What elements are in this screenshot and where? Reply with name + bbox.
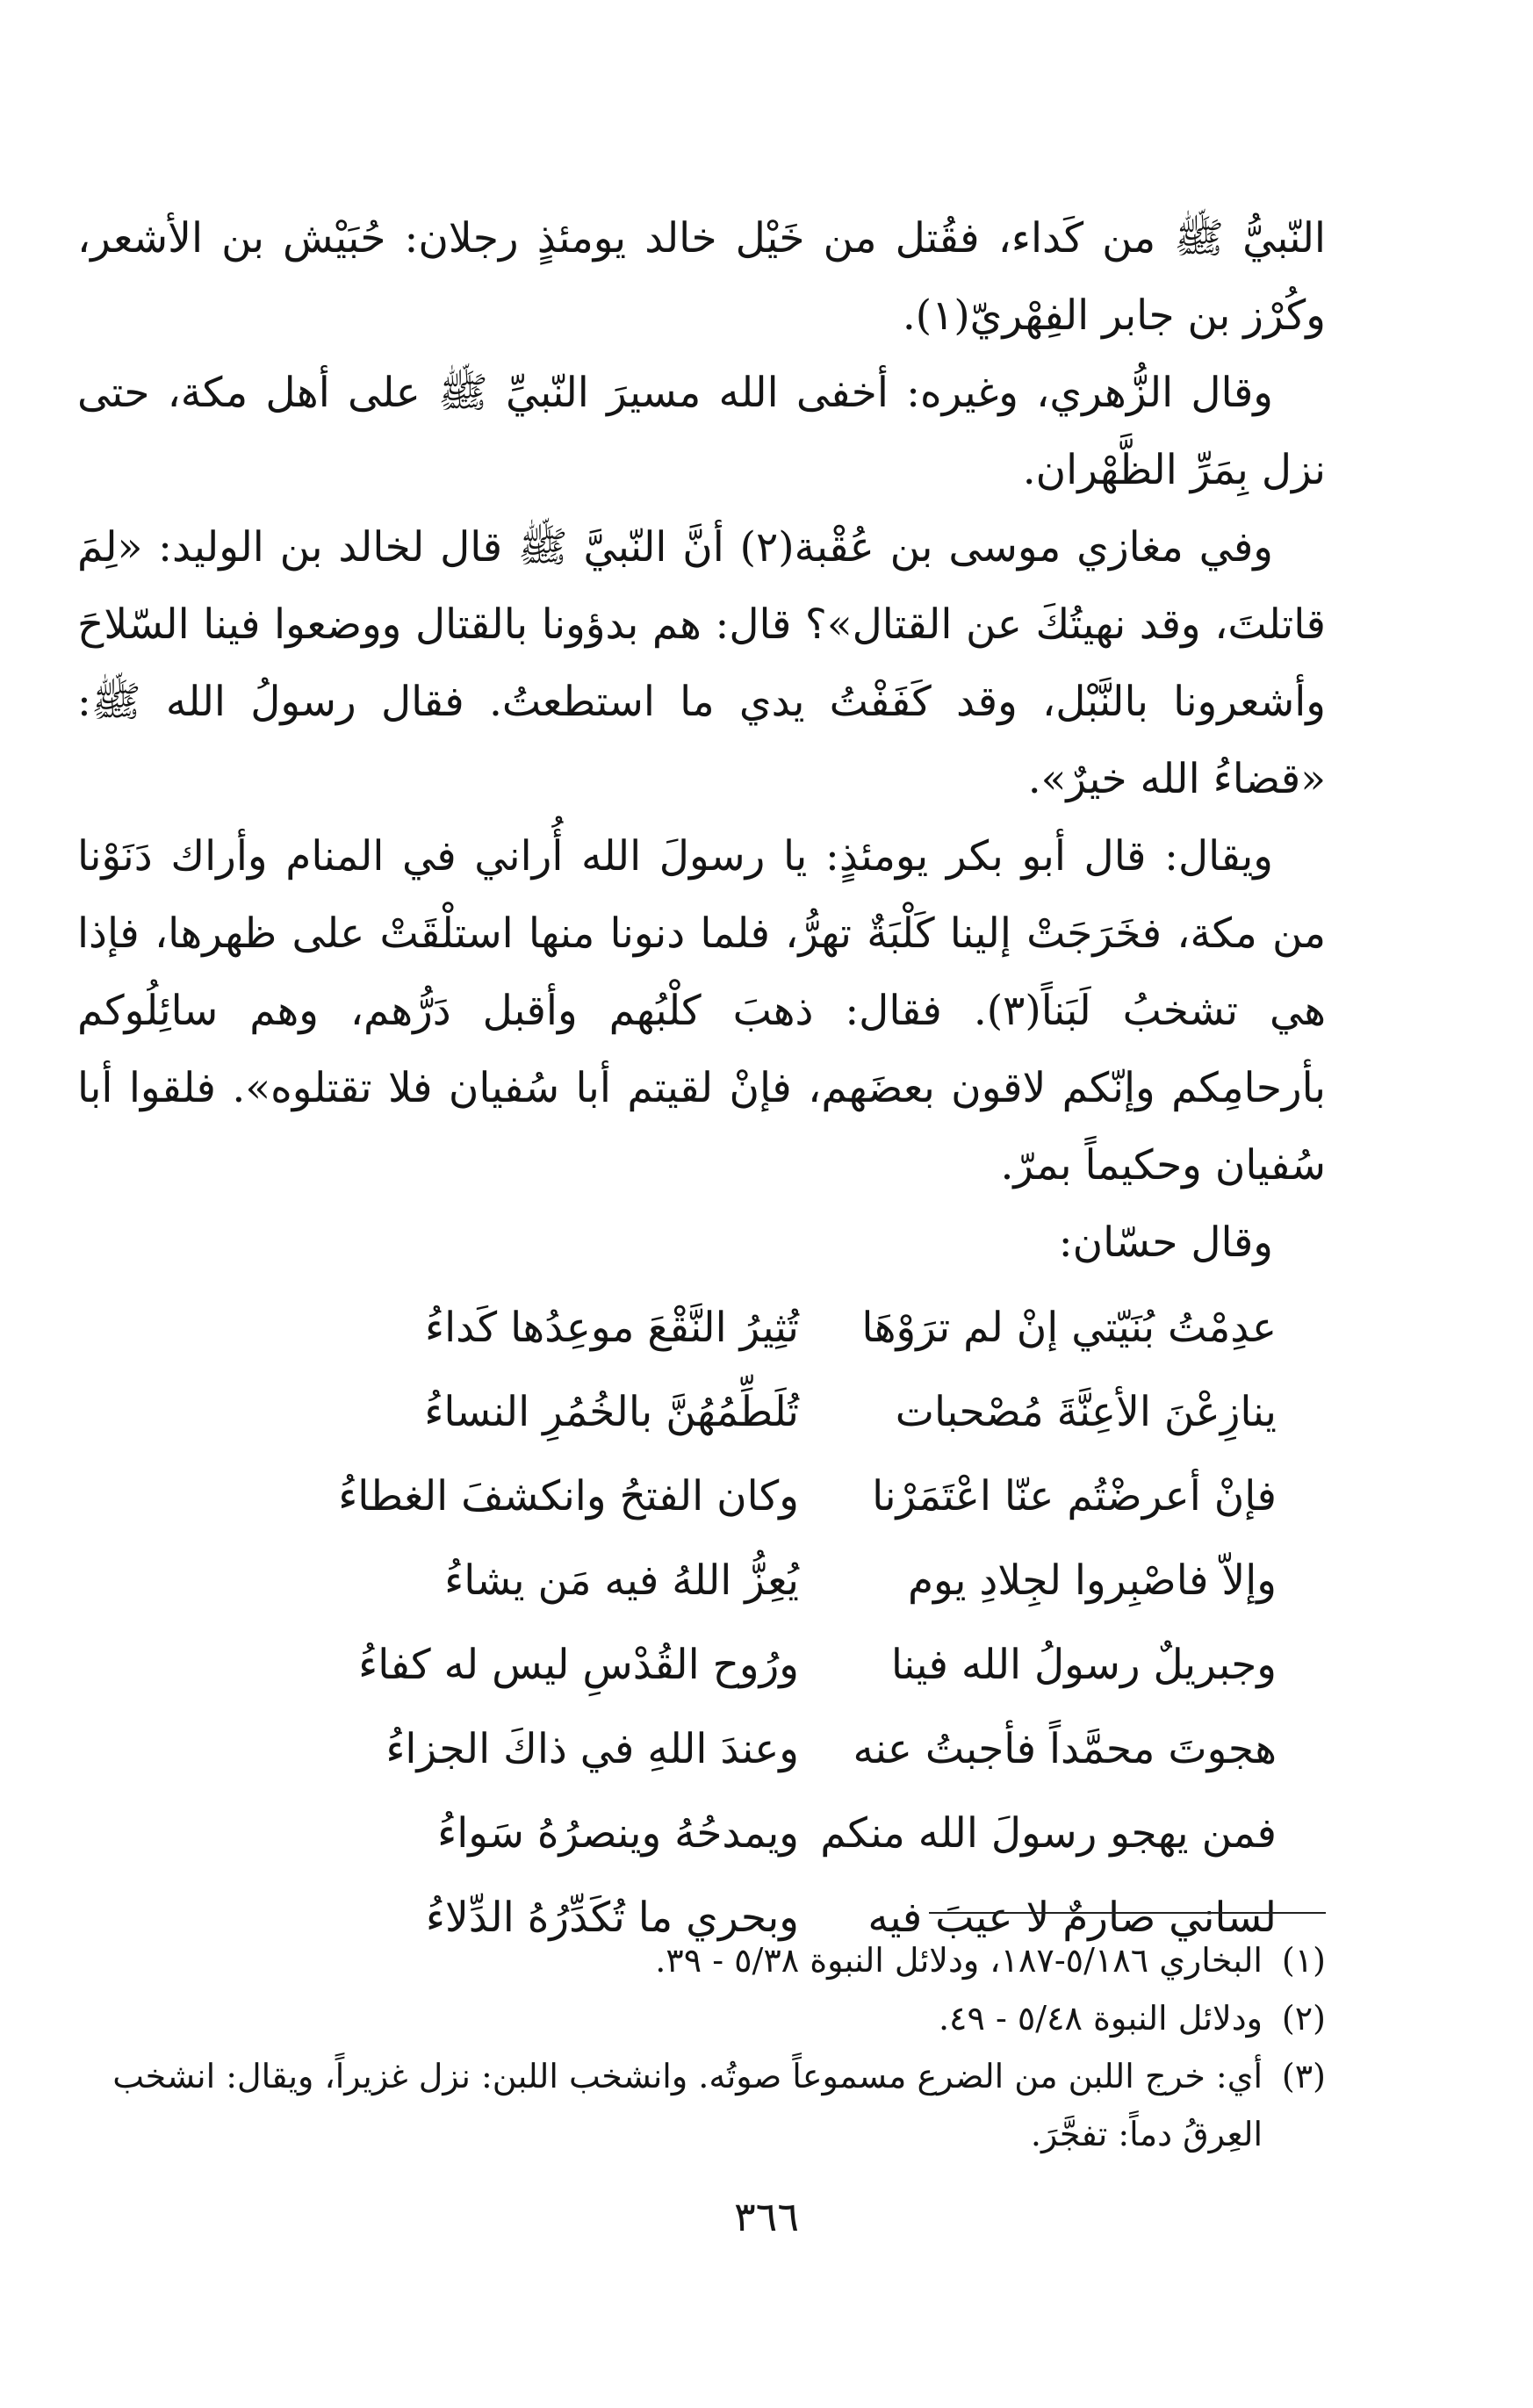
verse xyxy=(77,1707,1326,1791)
verse-first-half: عدِمْتُ بُنَيّتي إنْ لم ترَوْهَا xyxy=(861,1303,1277,1352)
verse-second-half: ورُوح القُدْسِ ليس له كفاءُ xyxy=(358,1640,799,1689)
footnote-text: ودلائل النبوة ٥/٤٨ - ٤٩. xyxy=(938,1999,1263,2038)
verse-first-half: لساني صارمٌ لا عيبَ فيه xyxy=(867,1893,1277,1942)
verse-first-half: وإلاّ فاصْبِروا لجِلادِ يوم xyxy=(907,1556,1277,1605)
footnote-text: البخاري ٥/١٨٦-١٨٧، ودلائل النبوة ٥/٣٨ - ٣٩. xyxy=(655,1941,1263,1980)
verse-second-half: ويمدحُهُ وينصرُهُ سَواءُ xyxy=(437,1808,799,1858)
verse xyxy=(77,1369,1326,1454)
verse xyxy=(77,1622,1326,1707)
verse-first-half: وجبريلٌ رسولُ الله فينا xyxy=(890,1640,1277,1689)
poem xyxy=(77,1285,1326,1959)
footnote-number: (٣) xyxy=(1281,2057,1326,2095)
verse xyxy=(77,1538,1326,1622)
verse-second-half: تُثِيرُ النَّقْعَ موعِدُها كَداءُ xyxy=(424,1303,799,1352)
verse-first-half: فمن يهجو رسولَ الله منكم xyxy=(820,1808,1277,1858)
footnote xyxy=(53,2047,1326,2163)
footnote-number: (٢) xyxy=(1281,1999,1326,2038)
verse-first-half: هجوتَ محمَّداً فأجبتُ عنه xyxy=(853,1724,1277,1773)
verse-second-half: يُعِزُّ اللهُ فيه مَن يشاءُ xyxy=(444,1556,799,1605)
verse xyxy=(77,1285,1326,1369)
paragraph-3: وفي مغازي موسى بن عُقْبة(٢) أنَّ النّبيَّ ﷺ قال لخالد بن الوليد: «لِمَ قاتلتَ، وقد نهيتُكَ عن القتال»؟ قال: هم بدؤونا بالقتال ووضعوا فينا السّلاحَ وأشعرونا بالنَّبْل، وقد كَفَفْتُ يدي ما استطعتُ. فقال رسولُ الله ﷺ: «قضاءُ الله خيرٌ». xyxy=(77,523,1326,803)
footnote xyxy=(53,1989,1326,2047)
footnotes xyxy=(53,1931,1326,2163)
page-number: ٣٦٦ xyxy=(733,2193,800,2240)
verse xyxy=(77,1791,1326,1875)
paragraph-2: وقال الزُّهري، وغيره: أخفى الله مسيرَ النّبيِّ ﷺ على أهل مكة، حتى نزل بِمَرِّ الظَّهْران. xyxy=(77,369,1326,494)
footnote-divider xyxy=(929,1912,1326,1914)
paragraph-4: ويقال: قال أبو بكر يومئذٍ: يا رسولَ الله أُراني في المنام وأراك دَنَوْنا من مكة، فخَرَجَتْ إلينا كَلْبَةٌ تهرُّ، فلما دنونا منها استلْقَتْ على ظهرها، فإذا هي تشخبُ لَبَناً(٣). فقال: ذهبَ كلْبُهم وأقبل دَرُّهم، وهم سائِلُوكم بأرحامِكم وإنّكم لاقون بعضَهم، فإنْ لقيتم أبا سُفيان فلا تقتلوه». فلقوا أبا سُفيان وحكيماً بمرّ. xyxy=(77,832,1327,1190)
paragraph-1: النّبيُّ ﷺ من كَداء، فقُتل من خَيْل خالد يومئذٍ رجلان: حُبَيْش بن الأشعر، وكُرْز بن جابر الفِهْريّ(١). xyxy=(77,214,1326,340)
verse-second-half: وعندَ اللهِ في ذاكَ الجزاءُ xyxy=(385,1724,799,1773)
footnote-text: أي: خرج اللبن من الضرع مسموعاً صوتُه. وانشخب اللبن: نزل غزيراً، ويقال: انشخب العِرقُ دماً: تفجَّرَ. xyxy=(112,2057,1263,2153)
verse-second-half: وكان الفتحُ وانكشفَ الغطاءُ xyxy=(338,1471,799,1520)
verse-first-half: فإنْ أعرضْتُم عنّا اعْتَمَرْنا xyxy=(872,1471,1277,1520)
page-body xyxy=(77,200,1326,1959)
verse xyxy=(77,1454,1326,1538)
poem-intro: وقال حسّان: xyxy=(1058,1218,1273,1267)
verse-second-half: وبحري ما تُكَدِّرُهُ الدِّلاءُ xyxy=(425,1893,799,1942)
footnote-number: (١) xyxy=(1281,1941,1326,1980)
verse-first-half: ينازِعْنَ الأعِنَّةَ مُصْحبات xyxy=(895,1387,1277,1436)
verse-second-half: تُلَطِّمُهُنَّ بالخُمُرِ النساءُ xyxy=(424,1387,799,1436)
footnote xyxy=(53,1931,1326,1989)
